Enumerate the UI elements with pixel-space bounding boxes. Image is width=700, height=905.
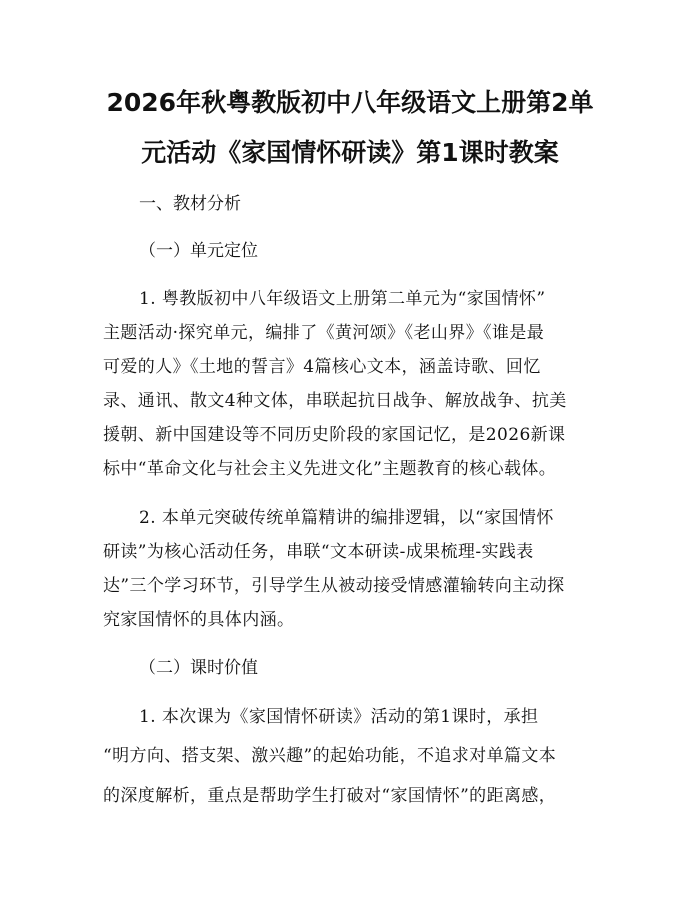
- paragraph-2-line-1: 2. 本单元突破传统单篇精讲的编排逻辑，以“家国情怀: [139, 508, 554, 528]
- document-title-line-2: 元活动《家国情怀研读》第1课时教案: [141, 138, 559, 167]
- paragraph-2-line-2: 研读”为核心活动任务，串联“文本研读-成果梳理-实践表: [103, 542, 534, 562]
- paragraph-1-line-6: 标中“革命文化与社会主义先进文化”主题教育的核心载体。: [103, 459, 557, 479]
- paragraph-1-line-3: 可爱的人》《土地的誓言》4篇核心文本，涵盖诗歌、回忆: [103, 357, 541, 377]
- subsection-heading-lesson-value: （二）课时价值: [139, 658, 258, 678]
- paragraph-1-line-5: 援朝、新中国建设等不同历史阶段的家国记忆，是2026新课: [103, 425, 566, 445]
- paragraph-1-line-4: 录、通讯、散文4种文体，串联起抗日战争、解放战争、抗美: [103, 391, 567, 411]
- paragraph-1-line-1: 1. 粤教版初中八年级语文上册第二单元为“家国情怀”: [139, 289, 546, 309]
- paragraph-2-line-3: 达”三个学习环节，引导学生从被动接受情感灌输转向主动探: [103, 576, 565, 596]
- paragraph-1-line-2: 主题活动·探究单元，编排了《黄河颂》《老山界》《谁是最: [103, 323, 545, 343]
- paragraph-3-line-3: 的深度解析，重点是帮助学生打破对“家国情怀”的距离感，: [103, 786, 557, 806]
- paragraph-3-line-2: “明方向、搭支架、激兴趣”的起始功能，不追求对单篇文本: [103, 746, 557, 766]
- section-heading-textbook-analysis: 一、教材分析: [139, 194, 241, 214]
- document-title-line-1: 2026年秋粤教版初中八年级语文上册第2单: [106, 88, 594, 117]
- paragraph-3-line-1: 1. 本次课为《家国情怀研读》活动的第1课时，承担: [139, 707, 539, 727]
- paragraph-2-line-4: 究家国情怀的具体内涵。: [103, 610, 295, 630]
- subsection-heading-unit-positioning: （一）单元定位: [139, 241, 258, 261]
